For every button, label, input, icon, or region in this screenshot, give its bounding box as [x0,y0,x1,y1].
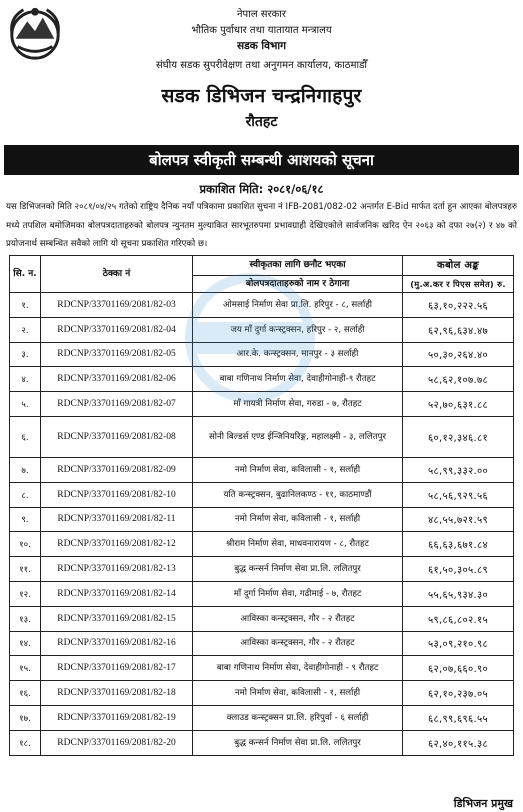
cell-bid-amount: ४८,५५,७२१.५९ [403,507,514,532]
cell-bidder-name: सोनी बिल्डर्स एण्ड ईन्जिनियरिङ्ग, महालक्ष्मी - ३, ललितपुर [193,416,403,457]
cell-contract-no: RDCNP/33701169/2081/82-03 [41,293,193,318]
header-bidder-name-top: स्वीकृतका लागि छनौट भएका [193,256,403,276]
table-row [10,342,514,367]
table-row [10,606,514,631]
cell-bid-amount: ५९,८६,८०२.१५ [403,606,514,631]
cell-bid-amount: ६२,१०,२३७.०५ [403,681,514,706]
ministry-name: भौतिक पुर्वाधार तथा यातायात मन्त्रालय [191,25,332,36]
cell-serial: ५. [10,392,41,417]
cell-bid-amount: ६८,९९,६९६.५५ [403,705,514,730]
cell-bid-amount: ५८,५६,९२९.५६ [403,482,514,507]
table-row [10,631,514,656]
header-amount-bottom: (मु.अ.कर र पिएस समेत) रु. [403,276,514,293]
cell-bidder-name: जय माँ दुर्गा कन्स्ट्रक्सन, हरिपुर - २, सर्लाही [193,317,403,342]
cell-bidder-name: नमो निर्माण सेवा, कविलासी - १, सर्लाही [193,457,403,482]
cell-bidder-name: आविस्का कन्स्ट्रक्सन, गौर - २ रौतहट [193,606,403,631]
cell-contract-no: RDCNP/33701169/2081/82-17 [41,656,193,681]
cell-contract-no: RDCNP/33701169/2081/82-15 [41,606,193,631]
cell-bidder-name: ओमसाई निर्माण सेवा प्रा.लि. हरिपुर - ८, सर्लाही [193,293,403,318]
cell-contract-no: RDCNP/33701169/2081/82-05 [41,342,193,367]
table-row [10,557,514,582]
cell-serial: १०. [10,532,41,557]
cell-bid-amount: ६६,६३,६७१.८४ [403,532,514,557]
cell-serial: ३. [10,342,41,367]
table-row [10,416,514,457]
cell-serial: १४. [10,631,41,656]
cell-serial: ४. [10,367,41,392]
cell-bidder-name: बुद्ध कन्सर्न निर्माण सेवा प्रा.लि. ललितपुर [193,730,403,755]
cell-bidder-name: क्लाउड कन्स्ट्रक्सन प्रा.लि. हरिपुर्वा - ६ सर्लाही [193,705,403,730]
cell-serial: १५. [10,656,41,681]
cell-serial: ९. [10,507,41,532]
cell-bidder-name: बाबा गणिनाथ निर्माण सेवा, देवाहीगोनाही - ९ रौतहट [193,656,403,681]
cell-contract-no: RDCNP/33701169/2081/82-10 [41,482,193,507]
cell-serial: १६. [10,681,41,706]
department-name: सडक विभाग [236,40,286,52]
table-row [10,367,514,392]
publish-date: प्रकाशित मिति: २०८१/०६/१८ [199,182,324,196]
cell-bidder-name: बाबा गणिनाथ निर्माण सेवा, देवाहीगोनाही-९ रौतहट [193,367,403,392]
cell-bidder-name: आर.के. कन्स्ट्रक्सन, मानपुर - ३ सर्लाही [193,342,403,367]
header-bidder-name-bottom: बोलपत्रदाताहरुको नाम र ठेगाना [193,276,403,293]
cell-serial: १३. [10,606,41,631]
bid-approval-table [9,255,514,756]
cell-bidder-name: श्रीराम निर्माण सेवा, माधवनारायण - ८, रौतहट [193,532,403,557]
district-name: रौतहट [245,114,278,130]
government-name: नेपाल सरकार [237,9,286,20]
cell-bid-amount: ५०,३०,२६४.४० [403,342,514,367]
header-amount-top: कबोल अङ्क [403,256,514,276]
header-contract-no: ठेक्का नं [41,256,193,293]
notice-title-banner: बोलपत्र स्वीकृती सम्बन्धी आशयको सूचना [4,145,519,175]
header-serial: सि. न. [10,256,41,293]
cell-bid-amount: ५८,९९,३३२.०० [403,457,514,482]
cell-bidder-name: आविस्का कन्स्ट्रक्सन, गौर - २ रौतहट [193,631,403,656]
table-row [10,705,514,730]
cell-serial: ८. [10,482,41,507]
table-row [10,730,514,755]
cell-bid-amount: ५३,०९,२१०.९८ [403,631,514,656]
table-header-row [10,256,514,276]
cell-serial: ७. [10,457,41,482]
signature-title: डिभिजन प्रमुख [453,797,513,810]
cell-bidder-name: माँ दुर्गा निर्माण सेवा, गढीमाई - ७, रौतहट [193,581,403,606]
table-row [10,532,514,557]
cell-contract-no: RDCNP/33701169/2081/82-11 [41,507,193,532]
table-row [10,457,514,482]
cell-bidder-name: बुद्ध कन्सर्न निर्माण सेवा प्रा.लि. ललितपुर [193,557,403,582]
cell-contract-no: RDCNP/33701169/2081/82-19 [41,705,193,730]
table-row [10,656,514,681]
cell-serial: ६. [10,416,41,457]
cell-serial: १. [10,293,41,318]
cell-contract-no: RDCNP/33701169/2081/82-04 [41,317,193,342]
cell-serial: ११. [10,557,41,582]
cell-bidder-name: यति कन्स्ट्रक्सन, बुढानिलकण्ठ - ११, काठमाण्डौं [193,482,403,507]
cell-contract-no: RDCNP/33701169/2081/82-16 [41,631,193,656]
cell-contract-no: RDCNP/33701169/2081/82-13 [41,557,193,582]
cell-contract-no: RDCNP/33701169/2081/82-18 [41,681,193,706]
cell-bid-amount: ६०,१२,३४६.८१ [403,416,514,457]
cell-contract-no: RDCNP/33701169/2081/82-20 [41,730,193,755]
table-row [10,317,514,342]
cell-serial: १७. [10,705,41,730]
cell-contract-no: RDCNP/33701169/2081/82-08 [41,416,193,457]
letterhead [0,0,523,140]
cell-bid-amount: ५२,७०,६३१.८८ [403,392,514,417]
cell-contract-no: RDCNP/33701169/2081/82-06 [41,367,193,392]
cell-bid-amount: ६१,५०,३०५.८९ [403,557,514,582]
cell-bid-amount: ६३,१०,२२२.५६ [403,293,514,318]
cell-contract-no: RDCNP/33701169/2081/82-14 [41,581,193,606]
cell-serial: १८. [10,730,41,755]
table-row [10,507,514,532]
cell-bid-amount: ६२,९६,६३४.४७ [403,317,514,342]
cell-contract-no: RDCNP/33701169/2081/82-12 [41,532,193,557]
office-name: संघीय सडक सुपरीवेक्षण तथा अनुगमन कार्यालय, काठमाडौँ [155,60,368,71]
cell-contract-no: RDCNP/33701169/2081/82-07 [41,392,193,417]
cell-contract-no: RDCNP/33701169/2081/82-09 [41,457,193,482]
cell-bid-amount: ६२,०७,६६०.९० [403,656,514,681]
table-row [10,293,514,318]
table-row [10,482,514,507]
cell-bid-amount: ५८,६२,१०७.७८ [403,367,514,392]
table-row [10,681,514,706]
cell-serial: १२. [10,581,41,606]
cell-bid-amount: ६२,४०,११५.३८ [403,730,514,755]
cell-bidder-name: नमो निर्माण सेवा, कविलासी - १, सर्लाही [193,681,403,706]
cell-bidder-name: माँ गायत्री निर्माण सेवा, गरुडा - ७, रौतहट [193,392,403,417]
division-name: सडक डिभिजन चन्द्रनिगाहपुर [161,85,362,107]
cell-bid-amount: ५५,६५,९३४.३० [403,581,514,606]
cell-serial: २. [10,317,41,342]
notice-body-text: यस डिभिजनको मिति २०८१/०४/२५ गतेको राष्ट्रिय दैनिक नयाँ पत्रिकामा प्रकाशित सुचना नं IFB-2081/082-02 अन्तर्गत E-Bid मार्फत दर्ता हुन आएका बोलपत्रहरु मध्ये तपशिल बमोजिमका बोलपत्रदाताहरुको बोलपत्र न्युनतम मुल्याकित सारभूतरुपमा प्रभावग्राही देखिएकोले सार्वजनिक खरिद ऐन २०६३ को दफा २७(२) र ४७ को प्रयोजनार्थ सम्बन्धित सवैको लागि यो सूचना प्रकाशित गरिएको छ। [6,202,517,249]
table-row [10,581,514,606]
table-row [10,392,514,417]
cell-bidder-name: नमो निर्माण सेवा, कविलासी - १, सर्लाही [193,507,403,532]
